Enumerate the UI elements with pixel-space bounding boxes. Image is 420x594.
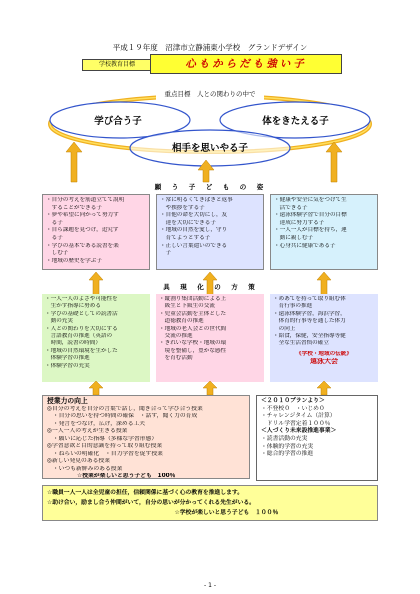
focus-right-text: 体をきたえる子 xyxy=(262,116,329,127)
arrow-up-center-icon xyxy=(198,160,214,182)
focus-label: 重点目標 人との関わりの中で xyxy=(164,90,256,98)
plan-box-body: ・めあてを持って取り組む体 育行事の推進 ・遠泳体験学習，海浜学習， 体育的行事等を通した体力 の向上 ・給食，保健，安全指導等健 全な生活習慣の確立 《学校・地域の伝統》 遠泳大会 xyxy=(270,294,378,382)
plan-heading: 具 現 化 の 方 策 xyxy=(163,283,257,291)
goal-text: 心もからだも強い子 xyxy=(150,54,342,74)
plan2010-title: ＜２０１０プランより＞ xyxy=(261,398,325,404)
arrows-to-plans xyxy=(0,380,420,396)
plan-badge: 《学校・地域の伝統》 遠泳大会 xyxy=(296,350,352,366)
arrow-up-icon xyxy=(317,381,331,395)
plan2010-subtitle: ＜人づくり未来設推進事業＞ xyxy=(261,428,337,435)
focus-left-text: 学び合う子 xyxy=(94,116,142,127)
children-box-body: ・健康や安全に気をつけて生 活できる子 ・遠泳体験学習で自分の目標 達成に努力する子 ・一人一人が目標を持ち，運 動に親しむ子 ・心身共に健康である子 xyxy=(270,194,378,270)
plan2010-box: ＜２０１０プランより＞ ・不登校０ ・いじめ０ ・チャレンジタイム（計算） ドリル学習定着１００％ ＜人づくり未来設推進事業＞ ・読書活動の充実 ・体験的学習の充実 ・総合的学習の推進 xyxy=(256,395,378,481)
teaching-power-box: 授業力の向上 ◎自分の考えを自分の言葉で話し，聞き合って学び合う授業 ・自分の思いを持つ時間の確保 ・話す，聞く力の育成 ・発言をつなげ，広げ，深める工夫 ◎一人一人の考えが生きる授業 ・願いに応じた指導（多様な学習形態） ◎学習意欲と目的意識を持って取り組む授業 ・ねらいの明確化 ・自力学習を促す授業 ◎新しい発見のある授業 ・いつも新鮮みのある授業 ☆授業が楽しいと思う子ども 100％ xyxy=(42,395,250,479)
children-box-learning: ・自分の考えを筋道立てて説明 することができる子 ・夢や希望に向かって努力す る子 ・自ら課題を見つけ，追究す る子 ・学びの基本である読書を楽 しむ子 ・地域の歴史を学ぶ子 xyxy=(42,194,150,270)
plan-box-learning: ・一人一人のよさや可能性を 生かす指導に努める ・学びの基礎としての読書活 動の充実 ・人との関わりを大切にする 言語教育の推進（英語の 時間，読書の時間） ・地域の自然環境を生かした 体験学習の推進 ・体験学習の充実 xyxy=(42,294,150,382)
arrow-up-icon xyxy=(89,381,103,395)
children-heading: 願 う 子 ど も の 姿 xyxy=(154,183,266,191)
teaching-power-title: 授業力の向上 xyxy=(47,397,88,405)
page-title: 平成１９年度 沼津市立静浦東小学校 グランドデザイン xyxy=(112,43,308,52)
arrow-up-icon xyxy=(203,381,217,395)
arrow-up-left-icon xyxy=(66,142,82,182)
goal-label: 学校教育目標 xyxy=(82,59,152,71)
page-number: - 1 - xyxy=(204,582,216,589)
plan-box-heart: ・縦割り集団活動による上 級生と下級生の交流 ・児童会活動を主体とした 道徳教育の推進 ・地域の老人会との世代間 交流の推進 ・きれいな学校・地域の環 境を整備し，豊かな感性 を育む活動 xyxy=(156,294,264,382)
focus-bottom-text: 相手を思いやる子 xyxy=(171,143,248,154)
bottom-note-box: ☆職員一人一人は全児童の担任，信頼関係に基づく心の教育を推進します。 ☆助け合い，励まし合う仲間がいて，自分の思いが分かってくれる先生がいる。 ☆学校が楽しいと思う子ども １００％ xyxy=(42,485,378,521)
arrow-up-right-icon xyxy=(326,142,342,182)
children-box-heart: ・常に明るくてきぱきと返事 や挨拶をする子 ・自他の命を大切にし，友 達を大切にできる子 ・地域の自然を愛し，守り 育てようとする子 ・正しい言葉遣いのできる 子 xyxy=(156,194,264,270)
